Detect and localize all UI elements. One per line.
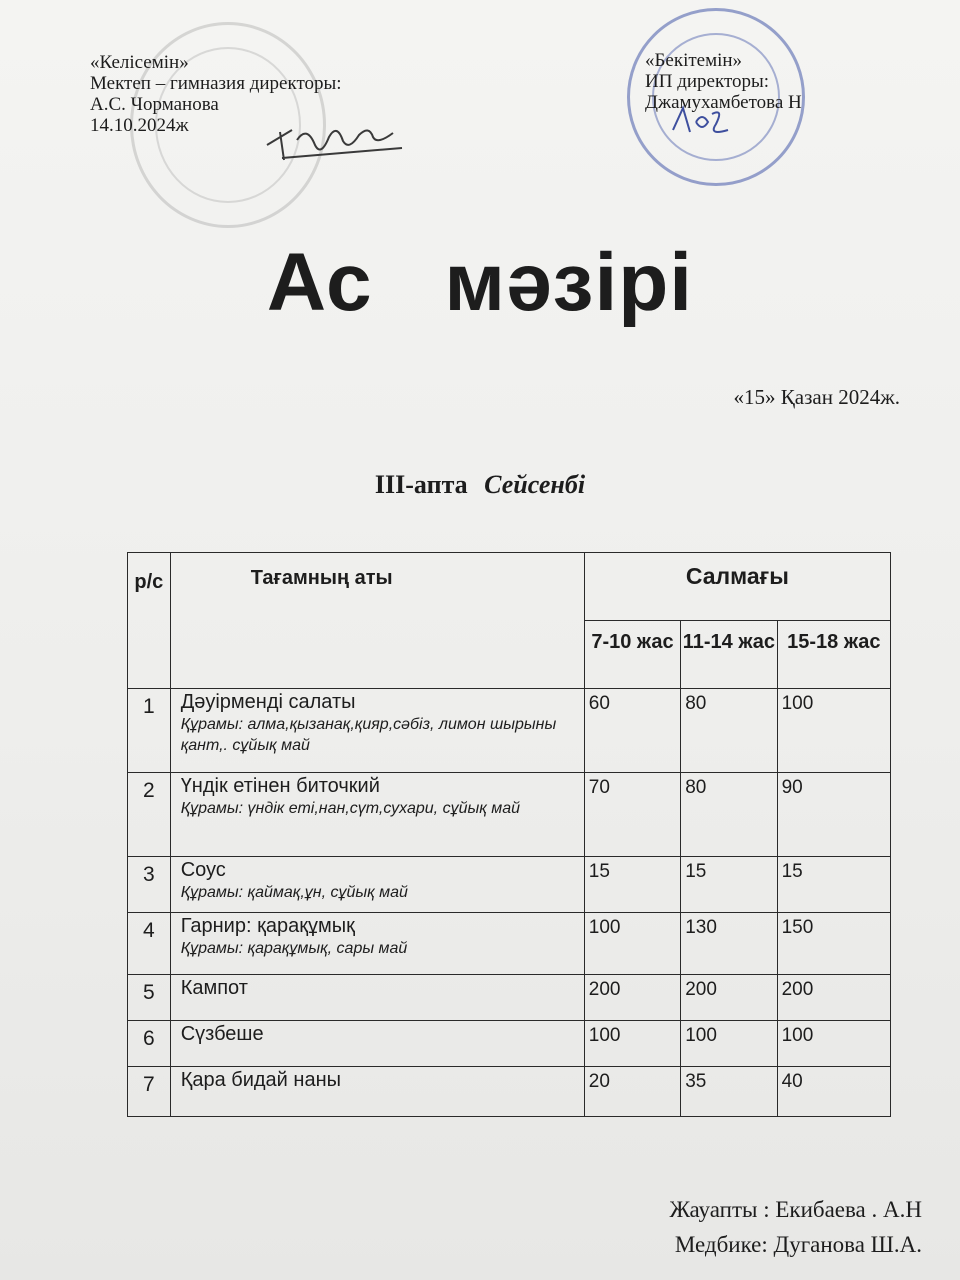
row-number: 5 [128, 975, 171, 1021]
table-row [128, 1021, 891, 1067]
signature-block [669, 1192, 922, 1262]
dish-cell [170, 857, 584, 913]
header-age-group: 7-10 жас [584, 621, 680, 689]
dish-composition: Құрамы: қаймақ,ұн, сұйық май [180, 884, 408, 901]
approval-left-person: А.С. Чорманова [90, 94, 219, 115]
dish-composition: Құрамы: үндік еті,нан,сүт,сухари, сұйық май [180, 800, 521, 817]
dish-name: Сүзбеше [180, 1023, 264, 1045]
page-title: Ас мәзірі [266, 237, 694, 328]
dish-composition: Құрамы: алма,қызанақ,қияр,сәбіз, лимон шырыны қант,. сұйық май [180, 716, 557, 754]
approval-left-date: 14.10.2024ж [90, 115, 189, 136]
row-number: 6 [128, 1021, 171, 1067]
dish-name: Үндік етінен биточкий [180, 775, 380, 797]
header-name: Тағамның аты [170, 553, 584, 689]
weight-value: 200 [777, 975, 890, 1021]
menu-date: «15» Қазан 2024ж. [733, 385, 900, 409]
weight-value: 80 [681, 689, 777, 773]
dish-cell [170, 689, 584, 773]
row-number: 7 [128, 1067, 171, 1117]
company-signature [668, 100, 738, 145]
header-age-group: 15-18 жас [777, 621, 890, 689]
weight-value: 130 [681, 913, 777, 975]
week-heading [0, 470, 960, 500]
weight-value: 80 [681, 773, 777, 857]
dish-name: Кампот [180, 977, 248, 999]
approval-right-heading: «Бекітемін» [645, 50, 743, 71]
dish-cell [170, 1067, 584, 1117]
row-number: 2 [128, 773, 171, 857]
weight-value: 100 [584, 913, 680, 975]
table-row [128, 857, 891, 913]
approval-left-heading: «Келісемін» [90, 52, 189, 73]
row-number: 3 [128, 857, 171, 913]
weight-value: 100 [584, 1021, 680, 1067]
table-row [128, 689, 891, 773]
weight-value: 100 [777, 689, 890, 773]
table-row [128, 975, 891, 1021]
director-signature [262, 110, 412, 170]
header-num: р/с [128, 553, 171, 689]
dish-name: Дәуірменді салаты [180, 691, 356, 713]
weight-value: 90 [777, 773, 890, 857]
weight-value: 35 [681, 1067, 777, 1117]
weight-value: 15 [681, 857, 777, 913]
weight-value: 100 [681, 1021, 777, 1067]
weight-value: 15 [777, 857, 890, 913]
dish-cell [170, 913, 584, 975]
menu-table [127, 552, 891, 1117]
week-label: ІІІ-апта [374, 470, 468, 499]
weight-value: 200 [584, 975, 680, 1021]
dish-name: Қара бидай наны [180, 1069, 341, 1091]
dish-name: Соус [180, 859, 226, 881]
dish-cell [170, 1021, 584, 1067]
row-number: 1 [128, 689, 171, 773]
weight-value: 40 [777, 1067, 890, 1117]
week-day: Сейсенбі [484, 470, 586, 499]
approval-right-person: Джамухамбетова Н [645, 92, 802, 113]
dish-composition: Құрамы: қарақұмық, сары май [180, 940, 408, 957]
weight-value: 60 [584, 689, 680, 773]
approval-right-position: ИП директоры: [645, 71, 770, 92]
weight-value: 200 [681, 975, 777, 1021]
dish-cell [170, 975, 584, 1021]
weight-value: 20 [584, 1067, 680, 1117]
row-number: 4 [128, 913, 171, 975]
nurse-line: Медбике: Дуганова Ш.А. [674, 1232, 922, 1257]
table-row [128, 913, 891, 975]
dish-cell [170, 773, 584, 857]
weight-value: 100 [777, 1021, 890, 1067]
dish-name: Гарнир: қарақұмық [180, 915, 355, 937]
weight-value: 70 [584, 773, 680, 857]
responsible-line: Жауапты : Екибаева . А.Н [669, 1197, 922, 1222]
table-row [128, 1067, 891, 1117]
header-age-group: 11-14 жас [681, 621, 777, 689]
weight-value: 15 [584, 857, 680, 913]
weight-value: 150 [777, 913, 890, 975]
table-row [128, 773, 891, 857]
header-weight: Салмағы [584, 553, 890, 621]
approval-left-position: Мектеп – гимназия директоры: [90, 73, 342, 94]
